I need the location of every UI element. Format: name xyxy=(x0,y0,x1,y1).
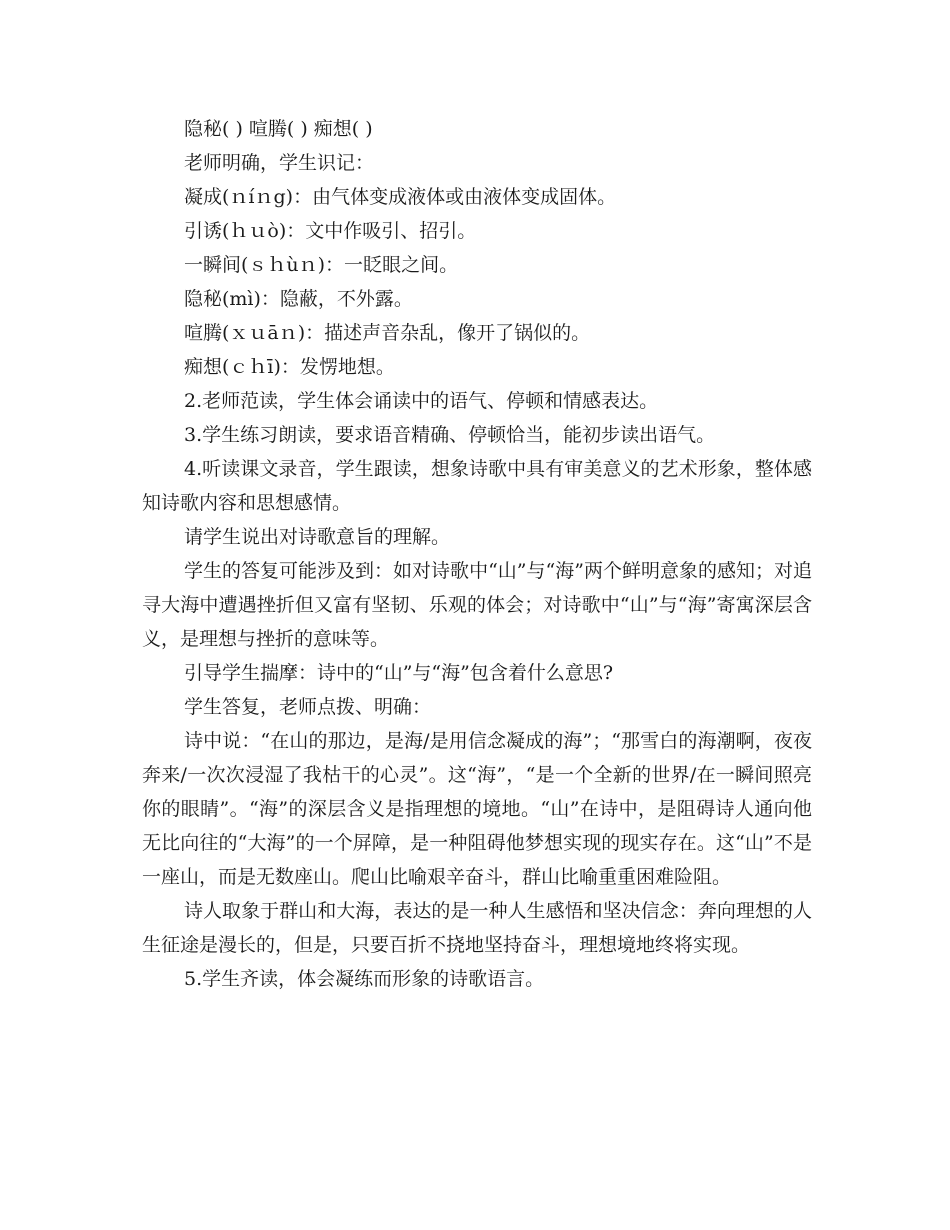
understanding-prompt: 请学生说出对诗歌意旨的理解。 xyxy=(184,526,451,548)
poem-analysis-paragraph: 诗中说：“在山的那边，是海/是用信念凝成的海”；“那雪白的海潮啊，夜夜奔来/一次次浸湿了我枯干的心灵”。这“海”，“是一个全新的世界/在一瞬间照亮你的眼睛”。“海”的深层含义是指理想的境地。“山”在诗中，是阻碍诗人通向他无比向往的“大海”的一个屏障，是一种阻碍他梦想实现的现实存在。这“山”不是一座山，而是无数座山。爬山比喻艰辛奋斗，群山比喻重重困难险阻。 xyxy=(142,730,812,888)
step-4-paragraph: 4.听读课文录音，学生跟读，想象诗歌中具有审美意义的艺术形象，整体感知诗歌内容和思想感情。 xyxy=(142,458,812,514)
student-answer-paragraph: 学生的答复可能涉及到：如对诗歌中“山”与“海”两个鲜明意象的感知；对追寻大海中遭遇挫折但又富有坚韧、乐观的体会；对诗歌中“山”与“海”寄寓深层含义，是理想与挫折的意味等。 xyxy=(142,560,812,650)
step-2-paragraph: 2.老师范读，学生体会诵读中的语气、停顿和情感表达。 xyxy=(184,390,659,412)
step-5-paragraph: 5.学生齐读，体会凝练而形象的诗歌语言。 xyxy=(184,968,545,990)
teacher-clarify: 学生答复，老师点拨、明确： xyxy=(184,696,432,718)
vocab-item-chixiang: 痴想(ｃｈī)：发愣地想。 xyxy=(184,356,395,378)
step-3-paragraph: 3.学生练习朗读，要求语音精确、停顿恰当，能初步读出语气。 xyxy=(184,424,716,446)
vocab-prompt-line: 隐秘( ) 喧腾( ) 痴想( ) xyxy=(184,118,373,140)
vocab-item-yinmi: 隐秘(mì)：隐蔽，不外露。 xyxy=(184,288,413,310)
poet-meaning-paragraph: 诗人取象于群山和大海，表达的是一种人生感悟和坚决信念：奔向理想的人生征途是漫长的，但是，只要百折不挠地坚持奋斗，理想境地终将实现。 xyxy=(142,900,812,956)
vocab-item-yishunjian: 一瞬间(ｓｈùｎ)：一眨眼之间。 xyxy=(184,254,459,276)
teacher-instruction: 老师明确，学生识记： xyxy=(184,152,375,174)
vocab-item-yinyou: 引诱(ｈｕò)：文中作吸引、招引。 xyxy=(184,220,477,242)
vocab-item-ningcheng: 凝成(ｎíｎg)：由气体变成液体或由液体变成固体。 xyxy=(184,186,617,208)
vocab-item-xuanteng: 喧腾(ｘｕāｎ)：描述声音杂乱，像开了锅似的。 xyxy=(184,322,591,344)
document-body xyxy=(142,112,812,996)
guidance-question: 引导学生揣摩：诗中的“山”与“海”包含着什么意思? xyxy=(184,662,614,684)
